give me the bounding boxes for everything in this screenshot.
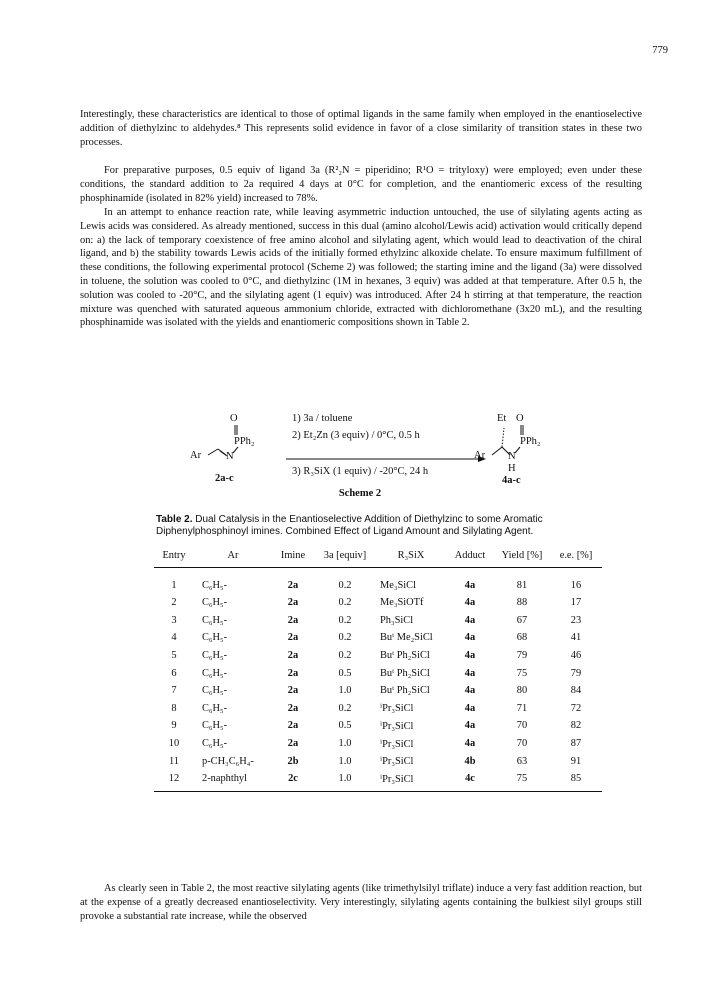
scheme-step-3: 3) R₃SiX (1 equiv) / -20°C, 24 h [292,466,429,477]
cell-ee: 79 [570,667,582,679]
cell-entry: 11 [168,755,179,767]
cell-ee: 17 [570,597,582,609]
cell-ar: C₆H₅- [202,667,228,679]
header-3a-equiv: 3a [equiv] [314,548,376,568]
table-row [154,752,602,770]
cell-silylating-agent: ⁱPr₃SiCl [380,738,414,750]
paragraph-3: In an attempt to enhance reaction rate, while leaving asymmetric induction untouched, the use of silylating agents acting as Lewis acids was considered. As already mentioned, success in this dual (amino alcohol/Lewis acid) activation would critically depend on: a) the lack of temporary coexistence of free amino alcohol and silylating agent, which would lead to deactivation of the chiral ligand, and b) the stability towards Lewis acids of the initially formed ethylzinc alkoxide chelate. To ensure maximum fulfillment of these conditions, the following experimental protocol (Scheme 2) was followed; the starting imine and the ligand (3a) were dissolved in toluene, the solution was cooled to 0°C, and diethylzinc (1M in hexanes, 3 equiv) was added at that temperature. After 0.5 h, the solution was cooled to -20°C, and the silylating agent (1 equiv) was introduced. After 24 h stirring at that temperature, the reaction mixture was quenched with saturated aqueous ammonium chloride, extracted with dichloromethane (3x20 mL), and the resulting phosphinamide was isolated with the yields and enantiomeric compositions shown in Table 2. [80,207,642,329]
table-caption-text: Dual Catalysis in the Enantioselective Addition of Diethylzinc to some Aromatic Diphenylphosphinoyl imines. Combined Effect of Ligand Amount and Silylating Agent. [156,514,543,538]
cell-entry: 10 [168,738,180,750]
product-label: 4a-c [502,475,521,486]
cell-silylating-agent: Ph₃SiCl [380,614,414,626]
header-imine: Imine [272,548,314,568]
table-caption-label: Table 2. [156,514,193,525]
scheme-step-2: 2) Et₂Zn (3 equiv) / 0°C, 0.5 h [292,430,420,441]
product-pph2: PPh₂ [520,436,541,447]
cell-silylating-agent: ⁱPr₃SiCl [380,703,414,715]
reactant-nitrogen: N [226,451,234,462]
cell-silylating-agent: Buᵗ Ph₂SiCl [380,667,430,679]
table-row [154,629,602,647]
cell-imine: 2c [272,770,314,791]
table-row [154,594,602,612]
product-oxygen: O [516,413,524,424]
cell-ar: 2-naphthyl [194,770,272,791]
cell-ligand-equiv: 0.2 [338,579,352,591]
cell-ee: 72 [570,702,582,714]
cell-ee: 23 [570,614,582,626]
header-yield: Yield [%] [494,548,550,568]
cell-ar: p-CH₃C₆H₄- [202,755,254,767]
cell-adduct: 4a [464,579,476,591]
paragraph-2: For preparative purposes, 0.5 equiv of ligand 3a (R²₂N = piperidino; R¹O = trityloxy) were employed; even under these conditions, the standard addition to 2a required 4 days at 0°C for completion, and the enantiomeric excess of the resulting phosphinamide (isolated in 82% yield) increased to 78%. [80,165,642,204]
cell-entry: 1 [171,579,177,591]
cell-entry: 4 [171,632,177,644]
reaction-scheme [170,413,570,493]
cell-imine: 2a [287,667,299,679]
cell-ee: 46 [570,650,582,662]
cell-ar: C₆H₅- [202,720,228,732]
header-adduct: Adduct [446,548,494,568]
cell-yield: 79 [516,650,528,662]
cell-silylating-agent: Me₃SiCl [380,579,416,591]
table-row [154,682,602,700]
cell-imine: 2a [287,614,299,626]
table-row [154,700,602,718]
table-row [154,735,602,753]
cell-ee: 82 [570,720,582,732]
cell-ee: 91 [570,755,582,767]
cell-silylating-agent: Buᵗ Me₂SiCl [380,632,433,644]
cell-yield: 80 [516,685,528,697]
product-nitrogen: N [508,451,516,462]
reactant-label: 2a-c [215,473,234,484]
cell-ar: C₆H₅- [202,614,228,626]
cell-imine: 2a [287,720,299,732]
cell-entry: 8 [171,702,177,714]
cell-ar: C₆H₅- [202,685,228,697]
cell-adduct: 4a [464,597,476,609]
cell-ligand-equiv: 0.2 [338,597,352,609]
paragraph-1: Interestingly, these characteristics are identical to those of optimal ligands in the same family when employed in the enantioselective addition of diethylzinc to aldehydes.⁸ This represents solid evidence in favor of a close similarity of transition states in these two processes. [80,109,642,148]
cell-ar: C₆H₅- [202,738,228,750]
cell-yield: 88 [516,597,528,609]
cell-adduct: 4a [464,702,476,714]
page-number: 779 [652,45,668,56]
cell-imine: 2a [287,702,299,714]
cell-yield: 70 [516,720,528,732]
cell-adduct: 4b [464,755,476,767]
cell-adduct: 4a [464,685,476,697]
cell-ligand-equiv: 0.2 [338,614,352,626]
cell-ligand-equiv: 0.2 [338,632,352,644]
reactant-pph2: PPh₂ [234,436,255,447]
header-r3six: R₃SiX [376,548,446,568]
cell-ar: C₆H₅- [202,702,228,714]
cell-ligand-equiv: 0.5 [338,720,352,732]
cell-adduct: 4c [446,770,494,791]
scheme-step-1: 1) 3a / toluene [292,413,353,424]
cell-yield: 70 [516,738,528,750]
cell-imine: 2b [287,755,299,767]
cell-ligand-equiv: 1.0 [314,770,376,791]
cell-yield: 67 [516,614,528,626]
cell-silylating-agent: Me₃SiOTf [380,597,424,609]
cell-ar: C₆H₅- [202,579,228,591]
cell-ligand-equiv: 1.0 [338,738,352,750]
cell-imine: 2a [287,650,299,662]
cell-ee: 41 [570,632,582,644]
cell-silylating-agent: Buᵗ Ph₂SiCl [380,650,430,662]
cell-ligand-equiv: 1.0 [338,755,352,767]
table-row [154,770,602,791]
results-table [154,548,602,792]
cell-ligand-equiv: 0.2 [338,702,352,714]
cell-yield: 63 [516,755,528,767]
cell-silylating-agent: ⁱPr₃SiCl [380,756,414,768]
cell-yield: 81 [516,579,528,591]
product-ar: Ar [474,450,486,461]
table-row [154,612,602,630]
cell-ee: 16 [570,579,582,591]
cell-ee: 87 [570,738,582,750]
cell-silylating-agent: ⁱPr₃SiCl [376,770,446,791]
cell-imine: 2a [287,685,299,697]
table-header-row [154,548,602,568]
cell-entry: 2 [171,597,177,609]
cell-silylating-agent: Buᵗ Ph₂SiCl [380,685,430,697]
cell-entry: 12 [154,770,194,791]
paragraph-4: As clearly seen in Table 2, the most reactive silylating agents (like trimethylsilyl triflate) induce a very fast addition reaction, but at the expense of a greatly decreased enantioselectivity. Very interestingly, silylating agents containing the bulkiest silyl groups still provoke a substantial rate increase, while the observed [80,883,642,922]
cell-adduct: 4a [464,720,476,732]
reactant-ar: Ar [190,450,202,461]
cell-adduct: 4a [464,632,476,644]
cell-imine: 2a [287,579,299,591]
reactant-oxygen: O [230,413,238,424]
cell-entry: 9 [171,720,177,732]
cell-entry: 6 [171,667,177,679]
header-entry: Entry [154,548,194,568]
cell-adduct: 4a [464,738,476,750]
scheme-title: Scheme 2 [338,488,382,499]
cell-adduct: 4a [464,667,476,679]
cell-adduct: 4a [464,614,476,626]
cell-ee: 84 [570,685,582,697]
cell-yield: 75 [494,770,550,791]
table-row [154,664,602,682]
cell-ar: C₆H₅- [202,650,228,662]
cell-ee: 85 [550,770,602,791]
table-caption [156,514,606,539]
table-row [154,717,602,735]
table-row [154,568,602,595]
product-hydrogen: H [508,463,516,474]
cell-imine: 2a [287,738,299,750]
cell-ligand-equiv: 0.2 [338,650,352,662]
cell-ligand-equiv: 0.5 [338,667,352,679]
header-ee: e.e. [%] [550,548,602,568]
product-ethyl: Et [497,413,507,424]
table-row [154,647,602,665]
cell-ar: C₆H₅- [202,597,228,609]
cell-ligand-equiv: 1.0 [338,685,352,697]
cell-adduct: 4a [464,650,476,662]
cell-entry: 3 [171,614,177,626]
cell-yield: 71 [516,702,528,714]
cell-ar: C₆H₅- [202,632,228,644]
cell-imine: 2a [287,632,299,644]
cell-yield: 75 [516,667,528,679]
cell-yield: 68 [516,632,528,644]
cell-imine: 2a [287,597,299,609]
header-ar: Ar [194,548,272,568]
cell-silylating-agent: ⁱPr₃SiCl [380,720,414,732]
cell-entry: 5 [171,650,177,662]
cell-entry: 7 [171,685,177,697]
